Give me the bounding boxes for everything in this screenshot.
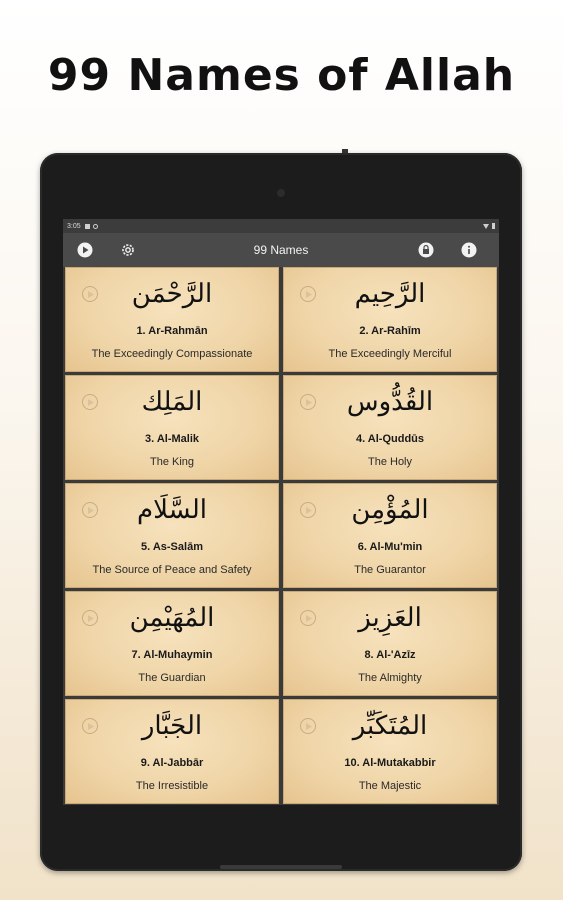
name-card[interactable] bbox=[65, 591, 279, 696]
arabic-calligraphy: الرَّحِيم bbox=[354, 279, 426, 309]
transliterated-name: 4. Al-Quddūs bbox=[355, 433, 425, 445]
name-meaning: The Guarantor bbox=[354, 564, 426, 576]
name-meaning: The Source of Peace and Safety bbox=[92, 564, 252, 576]
transliterated-name: 3. Al-Malik bbox=[145, 433, 199, 445]
arabic-calligraphy: المُهَيْمِن bbox=[129, 603, 215, 633]
name-card[interactable] bbox=[283, 699, 497, 804]
arabic-calligraphy: السَّلَام bbox=[137, 495, 207, 525]
name-card[interactable] bbox=[283, 267, 497, 372]
name-card[interactable] bbox=[283, 483, 497, 588]
toolbar-title: 99 Names bbox=[253, 243, 309, 257]
lock-icon[interactable] bbox=[418, 242, 434, 258]
name-meaning: The Guardian bbox=[138, 672, 206, 684]
arabic-calligraphy: المُؤْمِن bbox=[351, 495, 429, 525]
camera-icon bbox=[277, 189, 285, 197]
name-meaning: The Holy bbox=[367, 456, 413, 468]
transliterated-name: 1. Ar-Rahmān bbox=[136, 325, 208, 337]
power-button bbox=[342, 149, 348, 153]
transliterated-name: 9. Al-Jabbār bbox=[140, 757, 204, 769]
home-indicator bbox=[220, 865, 342, 869]
sync-icon bbox=[93, 224, 98, 229]
transliterated-name: 2. Ar-Rahīm bbox=[359, 325, 421, 337]
headline: 99 Names of Allah bbox=[47, 50, 516, 101]
battery-icon bbox=[492, 223, 495, 229]
transliterated-name: 7. Al-Muhaymin bbox=[131, 649, 213, 661]
app-toolbar bbox=[63, 233, 499, 267]
app-screen bbox=[63, 219, 499, 805]
tablet-frame bbox=[40, 153, 522, 871]
arabic-calligraphy: الرَّحْمَن bbox=[131, 279, 213, 309]
name-meaning: The Exceedingly Compassionate bbox=[91, 348, 253, 360]
transliterated-name: 10. Al-Mutakabbir bbox=[344, 757, 436, 769]
transliterated-name: 6. Al-Mu'min bbox=[357, 541, 423, 553]
name-card[interactable] bbox=[65, 375, 279, 480]
name-meaning: The Almighty bbox=[358, 672, 422, 684]
name-meaning: The King bbox=[149, 456, 195, 468]
status-bar bbox=[63, 219, 499, 233]
name-card[interactable] bbox=[65, 483, 279, 588]
status-time: 3:05 bbox=[67, 222, 81, 230]
arabic-calligraphy: المُتَكَبِّر bbox=[352, 711, 428, 741]
name-card[interactable] bbox=[283, 375, 497, 480]
arabic-calligraphy: المَلِك bbox=[141, 387, 203, 417]
name-meaning: The Exceedingly Merciful bbox=[328, 348, 452, 360]
notification-icon bbox=[85, 224, 90, 229]
arabic-calligraphy: العَزِيز bbox=[358, 603, 422, 633]
arabic-calligraphy: القُدُّوس bbox=[346, 387, 434, 417]
info-icon[interactable] bbox=[461, 242, 477, 258]
transliterated-name: 5. As-Salām bbox=[141, 541, 203, 553]
names-grid bbox=[65, 267, 497, 804]
name-meaning: The Irresistible bbox=[135, 780, 209, 792]
name-card[interactable] bbox=[65, 699, 279, 804]
wifi-icon bbox=[483, 224, 489, 229]
name-card[interactable] bbox=[283, 591, 497, 696]
arabic-calligraphy: الجَبَّار bbox=[141, 711, 203, 741]
name-meaning: The Majestic bbox=[358, 780, 422, 792]
transliterated-name: 8. Al-'Azīz bbox=[364, 649, 416, 661]
name-card[interactable] bbox=[65, 267, 279, 372]
